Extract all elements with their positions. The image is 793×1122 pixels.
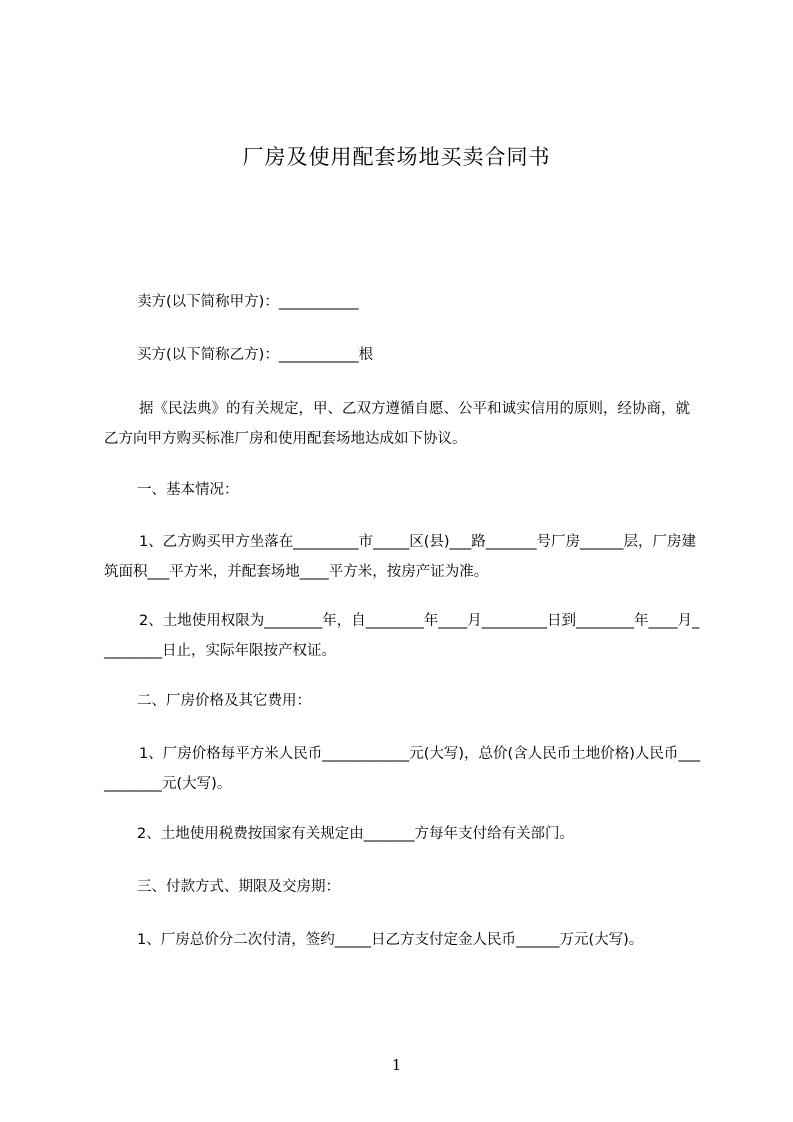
clause-2-2: 2、土地使用税费按国家有关规定由_______方每年支付给有关部门。 — [137, 826, 574, 842]
seller-line: 卖方(以下简称甲方)：___________ — [137, 294, 359, 310]
section-heading-price: 二、厂房价格及其它费用： — [137, 693, 311, 709]
clause-2-1: 1、厂房价格每平方米人民币____________元(大写)，总价(含人民币土地价格)人民币___________元(大写)。 — [104, 746, 701, 792]
section-heading-basic-info: 一、基本情况： — [137, 482, 239, 498]
page-number: 1 — [391, 1056, 402, 1074]
section-heading-payment: 三、付款方式、期限及交房期： — [137, 879, 340, 895]
clause-1-2: 2、土地使用权限为________年，自________年____月_________日到________年____月_________日止，实际年限按产权证。 — [104, 613, 700, 659]
clause-3-1: 1、厂房总价分二次付清，签约_____日乙方支付定金人民币______万元(大写)。 — [137, 932, 644, 948]
clause-1-1: 1、乙方购买甲方坐落在_________市_____区(县)___路_______号厂房______层，厂房建筑面积___平方米，并配套场地____平方米，按房产证为准。 — [104, 534, 697, 580]
document-title: 厂房及使用配套场地买卖合同书 — [242, 145, 551, 169]
preamble-paragraph: 据《民法典》的有关规定，甲、乙双方遵循自愿、公平和诚实信用的原则，经协商，就乙方向甲方购买标准厂房和使用配套场地达成如下协议。 — [104, 401, 690, 447]
buyer-line: 买方(以下简称乙方)：___________根 — [137, 347, 374, 363]
